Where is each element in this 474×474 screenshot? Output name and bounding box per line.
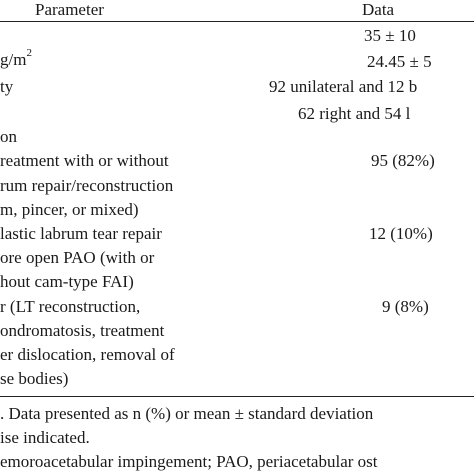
- row-other-param-1: r (LT reconstruction,: [0, 297, 141, 316]
- row-bmi-param: $g/m^2$: [0, 47, 32, 69]
- row-treatment-param-1: reatment with or without: [0, 151, 169, 170]
- row-other-param-4: se bodies): [0, 369, 69, 388]
- row-treatment-param-3: m, pincer, or mixed): [0, 200, 139, 219]
- header-parameter: Parameter: [35, 0, 104, 19]
- row-other-value: 9 (8%): [382, 297, 429, 316]
- header-rule: [0, 21, 474, 22]
- bottom-rule: [0, 396, 474, 397]
- footnote-line-2: ise indicated.: [0, 428, 90, 447]
- row-bmi-value: 24.45 ± 5: [367, 52, 432, 71]
- header-data: Data: [362, 0, 395, 19]
- row-plastic-param-3: hout cam-type FAI): [0, 272, 134, 291]
- row-laterality-param: ty: [0, 77, 14, 96]
- row-age-value: 35 ± 10: [364, 26, 416, 45]
- row-side-value: 62 right and 54 l: [298, 104, 411, 123]
- footnote-line-3: emoroacetabular impingement; PAO, periacetabular ost: [0, 452, 378, 471]
- footnote-line-1: . Data presented as n (%) or mean ± standard deviation: [0, 404, 374, 423]
- row-treatment-param-2: rum repair/reconstruction: [0, 176, 174, 195]
- row-plastic-value: 12 (10%): [369, 224, 433, 243]
- row-plastic-param-2: ore open PAO (with or: [0, 248, 155, 267]
- row-treatment-value: 95 (82%): [371, 151, 435, 170]
- row-other-param-3: er dislocation, removal of: [0, 345, 175, 364]
- row-laterality-value: 92 unilateral and 12 b: [269, 77, 418, 96]
- row-procedure-param: on: [0, 127, 17, 146]
- row-other-param-2: ondromatosis, treatment: [0, 321, 165, 340]
- row-plastic-param-1: lastic labrum tear repair: [0, 224, 162, 243]
